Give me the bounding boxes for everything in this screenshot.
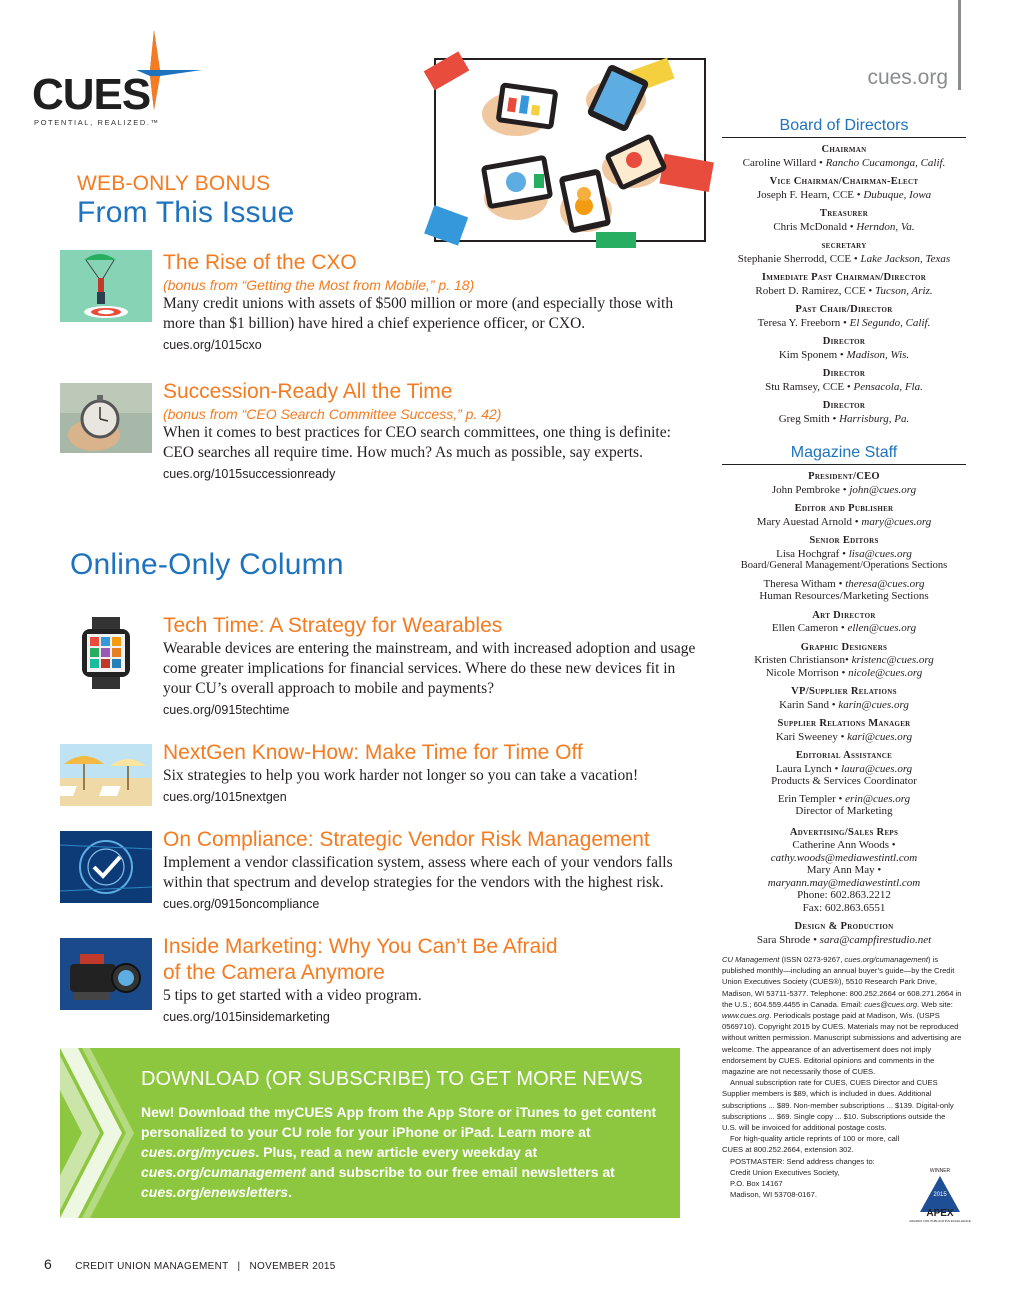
staff-email[interactable]: nicole@cues.org	[848, 666, 923, 679]
apex-award-badge	[909, 1166, 971, 1226]
role-label: Editor and Publisher	[794, 503, 894, 514]
staff-name-line	[722, 548, 966, 561]
board-member-location: Dubuque, Iowa	[863, 188, 932, 201]
staff-sections: Human Resources/Marketing Sections	[759, 590, 929, 602]
article-description: 5 tips to get started with a video program.	[163, 987, 422, 1004]
colophon-text: . Web site:	[917, 999, 953, 1009]
staff-name-line	[722, 793, 966, 806]
role-label: Advertising/Sales Reps	[789, 826, 899, 838]
board-member-location: Pensacola, Fla.	[853, 380, 923, 393]
staff-editor	[722, 503, 966, 528]
role-label: Design & Production	[794, 921, 894, 932]
award-subtitle: AWARDS FOR PUBLICATION EXCELLENCE	[909, 1219, 971, 1223]
board-entry	[722, 368, 966, 393]
article-body	[163, 250, 703, 355]
staff-name-line	[722, 484, 966, 497]
board-member-location: Lake Jackson, Texas	[860, 252, 951, 265]
role-label: Treasurer	[819, 208, 869, 219]
staff-name-line	[722, 578, 966, 591]
board-entry	[722, 336, 966, 361]
stopwatch-hand-image	[60, 383, 152, 453]
colophon-postmaster: POSTMASTER: Send address changes to:	[730, 1156, 875, 1166]
article-item-tech-time[interactable]	[60, 613, 700, 723]
staff-heading: Magazine Staff	[722, 443, 966, 465]
role-label: secretary	[821, 240, 867, 251]
footer-separator: |	[237, 1261, 241, 1272]
staff-name: Sara Shrode •	[756, 933, 817, 946]
staff-title: Products & Services Coordinator	[771, 775, 917, 787]
thumbnail-beach	[60, 744, 152, 806]
staff-name-line	[722, 934, 966, 947]
article-title[interactable]: Succession-Ready All the Time	[163, 380, 453, 403]
article-item-nextgen[interactable]	[60, 740, 700, 810]
subscribe-promo-box	[60, 1048, 680, 1218]
staff-email[interactable]: lisa@cues.org	[848, 547, 912, 560]
board-member-line	[722, 413, 966, 426]
page-number: 6	[44, 1256, 53, 1272]
article-link[interactable]: cues.org/1015insidemarketing	[163, 1010, 330, 1024]
article-title-line-2: of the Camera Anymore	[163, 961, 385, 984]
board-member-location: Rancho Cucamonga, Calif.	[825, 156, 946, 169]
staff-name: Karin Sand •	[779, 698, 836, 711]
board-member-location: Tucson, Ariz.	[875, 284, 933, 297]
staff-email[interactable]: mary@cues.org	[861, 515, 932, 528]
article-item-succession[interactable]	[60, 379, 700, 505]
staff-name: Erin Templer •	[777, 792, 843, 805]
role-label: Supplier Relations Manager	[777, 718, 911, 729]
board-entry	[722, 400, 966, 425]
board-member-location: Madison, Wis.	[846, 348, 910, 361]
colophon-text: . Periodicals postage paid at Madison, Wis. (USPS 0569710). Copyright 2015 by CUES. Materials may not be reproduced without written permission. Manuscript submissions and advertising are welcome. The appearance of an advertisement does not imply endorsement by CUES. Editorial opinions and comments in the magazine are not necessarily those of CUES.	[722, 1011, 962, 1077]
colophon-publishing	[722, 954, 962, 1077]
role-label: Art Director	[812, 609, 876, 621]
board-member-line	[722, 253, 966, 266]
role-label: Senior Editors	[809, 535, 879, 546]
thumbnail-smartwatch	[60, 617, 152, 689]
staff-editorial-assistance	[722, 750, 966, 818]
staff-email[interactable]: theresa@cues.org	[845, 577, 925, 590]
staff-email[interactable]: maryann.may@mediawestintl.com	[767, 876, 921, 889]
board-entry	[722, 240, 966, 265]
header-divider	[958, 0, 961, 90]
staff-fax: Fax: 602.863.6551	[802, 901, 886, 914]
colophon-reprints: For high-quality article reprints of 100 or more, call CUES at 800.252.2664, extension 302.	[722, 1134, 900, 1155]
staff-email[interactable]: karin@cues.org	[838, 698, 909, 711]
article-body	[163, 379, 703, 484]
article-item-compliance[interactable]	[60, 827, 700, 917]
staff-name-line	[722, 731, 966, 744]
article-body	[163, 934, 703, 1027]
role-label: Graphic Designers	[800, 641, 888, 653]
staff-president	[722, 471, 966, 496]
staff-vp	[722, 686, 966, 711]
role-label: Director	[822, 368, 866, 379]
page-footer	[44, 1256, 336, 1272]
board-heading: Board of Directors	[722, 116, 966, 138]
board-member-location: Herndon, Va.	[856, 220, 915, 233]
section-title-from-this-issue: From This Issue	[77, 196, 295, 229]
article-title[interactable]	[163, 934, 703, 986]
board-entry	[722, 272, 966, 297]
board-entry	[722, 176, 966, 201]
promo-text-part: New! Download the myCUES App from the App Store or iTunes to get content personalized to your CU role for your iPhone or iPad. Learn more at	[141, 1104, 657, 1140]
staff-email[interactable]: cathy.woods@mediawestintl.com	[770, 851, 918, 864]
article-bonus-note: (bonus from “CEO Search Committee Success,” p. 42)	[163, 406, 502, 422]
award-year: 2015	[933, 1192, 947, 1198]
staff-advertising	[722, 827, 966, 915]
board-entry	[722, 144, 966, 169]
promo-link-enewsletters[interactable]: cues.org/enewsletters	[141, 1184, 289, 1200]
promo-text-part: . Plus, read a new article every weekday at	[255, 1144, 538, 1160]
staff-email[interactable]: ellen@cues.org	[847, 622, 917, 634]
promo-text-part: and subscribe to our free email newsletters at	[305, 1164, 615, 1180]
board-member-line	[722, 157, 966, 170]
staff-supplier-manager	[722, 718, 966, 743]
article-link[interactable]: cues.org/1015cxo	[163, 338, 262, 352]
staff-name: Mary Auestad Arnold •	[756, 515, 859, 528]
staff-name-line	[722, 699, 966, 712]
staff-design	[722, 921, 966, 946]
site-url[interactable]: cues.org	[867, 66, 948, 89]
logo-tagline: POTENTIAL, REALIZED.™	[34, 118, 160, 127]
board-member-name: Chris McDonald •	[773, 220, 854, 233]
staff-email[interactable]: kari@cues.org	[847, 730, 913, 743]
hands-with-phones-illustration	[436, 60, 708, 244]
role-label: Editorial Assistance	[795, 750, 893, 761]
role-label: Director	[822, 336, 866, 347]
staff-email[interactable]: laura@cues.org	[841, 762, 913, 775]
staff-email[interactable]: erin@cues.org	[845, 792, 911, 805]
article-item-cxo[interactable]	[60, 250, 700, 356]
article-link[interactable]: cues.org/1015successionready	[163, 467, 336, 481]
thumbnail-stopwatch	[60, 383, 152, 453]
board-member-name: Robert D. Ramirez, CCE •	[755, 284, 873, 297]
article-body	[163, 740, 703, 807]
article-description: Six strategies to help you work harder not longer so you can take a vacation!	[163, 767, 639, 784]
staff-name: Lisa Hochgraf •	[776, 547, 846, 560]
colophon-web[interactable]: www.cues.org	[722, 1011, 770, 1021]
promo-link-cumanagement[interactable]: cues.org/cumanagement	[141, 1164, 306, 1180]
board-entry	[722, 304, 966, 329]
colophon-address-line: Madison, WI 53708-0167.	[730, 1190, 817, 1200]
staff-name: Theresa Witham •	[763, 577, 843, 590]
staff-email[interactable]: sara@campfirestudio.net	[819, 933, 932, 946]
logo-wordmark: CUES	[32, 70, 151, 119]
board-member-name: Greg Smith •	[778, 412, 837, 425]
board-member-name: Caroline Willard •	[742, 156, 823, 169]
article-link[interactable]: cues.org/0915techtime	[163, 703, 290, 717]
staff-name: Ellen Cameron •	[771, 622, 845, 634]
publication-name: CREDIT UNION MANAGEMENT	[75, 1261, 229, 1272]
article-description: When it comes to best practices for CEO search committees, one thing is definite: CEO searches all require time. How much? As much as possible, say experts.	[163, 424, 671, 461]
thumbnail-digital-check	[60, 831, 152, 903]
staff-name-line	[722, 667, 966, 680]
board-member-line	[722, 381, 966, 394]
board-member-line	[722, 221, 966, 234]
article-link[interactable]: cues.org/1015nextgen	[163, 790, 287, 804]
staff-name: John Pembroke •	[771, 483, 847, 496]
article-link[interactable]: cues.org/0915oncompliance	[163, 897, 320, 911]
board-member-line	[722, 189, 966, 202]
digital-checkmark-image	[60, 831, 152, 903]
role-label: Chairman	[821, 144, 867, 155]
staff-email[interactable]: john@cues.org	[849, 483, 917, 496]
article-item-inside-marketing[interactable]	[60, 934, 700, 1030]
staff-name: Mary Ann May •	[806, 864, 882, 876]
video-camera-image	[60, 938, 152, 1010]
issue-date: NOVEMBER 2015	[249, 1261, 336, 1272]
article-bonus-note: (bonus from “Getting the Most from Mobile,” p. 18)	[163, 277, 475, 293]
thumbnail-video-camera	[60, 938, 152, 1010]
board-member-line	[722, 285, 966, 298]
board-member-line	[722, 317, 966, 330]
promo-link-mycues[interactable]: cues.org/mycues	[141, 1144, 256, 1160]
parachute-target-image	[60, 250, 152, 322]
award-winner-label: WINNER	[929, 1168, 951, 1174]
smartwatch-image	[60, 617, 152, 689]
colophon-subscription: Annual subscription rate for CUES, CUES Director and CUES Supplier members is $89, which is included in dues. Additional subscriptions ... $89. Non-member subscriptions ... $139. Digital-only subscriptions ... $69. Single copy ... $10. Subscriptions outside the U.S. will be invoiced for additional postage costs.	[722, 1078, 954, 1133]
promo-text	[141, 1102, 661, 1202]
hero-illustration	[434, 58, 706, 242]
colophon-email[interactable]: cues@cues.org	[864, 999, 918, 1009]
board-member-name: Kim Sponem •	[778, 348, 844, 361]
colophon-pub-name: CU Management	[722, 955, 780, 964]
role-label: President/CEO	[808, 471, 880, 482]
staff-phone: Phone: 602.863.2212	[797, 889, 891, 901]
article-title[interactable]: NextGen Know-How: Make Time for Time Off	[163, 741, 583, 764]
colophon-url[interactable]: cues.org/cumanagement	[844, 955, 929, 964]
staff-email[interactable]: kristenc@cues.org	[851, 654, 934, 666]
chevron-arrows-icon	[60, 1048, 140, 1218]
masthead-column	[722, 116, 966, 1200]
board-member-location: Harrisburg, Pa.	[839, 412, 910, 425]
role-label: Vice Chairman/Chairman-Elect	[769, 176, 919, 187]
staff-name: Kristen Christianson•	[754, 654, 849, 666]
role-label: Past Chair/Director	[795, 304, 893, 315]
section-title-online-only-column: Online-Only Column	[70, 548, 344, 581]
article-title[interactable]: Tech Time: A Strategy for Wearables	[163, 614, 503, 637]
staff-graphic-designers	[722, 642, 966, 680]
board-member-name: Stephanie Sherrodd, CCE •	[737, 252, 858, 265]
article-title-line-1: Inside Marketing: Why You Can’t Be Afraid	[163, 935, 558, 958]
staff-name-line	[722, 516, 966, 529]
colophon-text: ) is published monthly—including an annual buyer’s guide—by the Credit Union Executives Society (CUES®), 5510 Research Park Drive, Madison, WI 53711-5377. Telephone: 800.252.2664 or 608.271.2664 in the U.S.; 604.559.4455 in Canada. Email:	[722, 955, 962, 1009]
promo-heading: DOWNLOAD (OR SUBSCRIBE) TO GET MORE NEWS	[141, 1068, 643, 1090]
article-body	[163, 827, 703, 914]
article-title[interactable]: On Compliance: Strategic Vendor Risk Management	[163, 828, 650, 851]
thumbnail-parachute-target	[60, 250, 152, 322]
staff-name-line	[722, 622, 966, 635]
staff-name: Kari Sweeney •	[775, 730, 845, 743]
board-member-name: Teresa Y. Freeborn •	[757, 316, 847, 329]
beach-chairs-image	[60, 744, 152, 806]
staff-art-director	[722, 610, 966, 635]
board-member-line	[722, 349, 966, 362]
staff-name-line	[722, 763, 966, 776]
staff-name-line	[722, 654, 966, 667]
role-label: VP/Supplier Relations	[791, 686, 897, 697]
board-member-name: Joseph F. Hearn, CCE •	[756, 188, 861, 201]
colophon-address-line: P.O. Box 14167	[730, 1179, 783, 1189]
article-description: Wearable devices are entering the mainstream, and with increased adoption and usage come greater implications for financial services. Where do these new devices fit in your CU’s overall approach to mobile and payments?	[163, 640, 696, 697]
board-list	[722, 144, 966, 425]
article-description: Implement a vendor classification system, assess where each of your vendors falls within that spectrum and develop strategies for the vendors with the highest risk.	[163, 854, 673, 891]
role-label: Director	[822, 400, 866, 411]
staff-title: Director of Marketing	[795, 805, 893, 817]
staff-name: Catherine Ann Woods •	[792, 839, 896, 851]
staff-sections: Board/General Management/Operations Sections	[740, 560, 948, 571]
section-kicker: WEB-ONLY BONUS	[77, 172, 271, 195]
role-label: Immediate Past Chairman/Director	[761, 272, 927, 283]
board-entry	[722, 208, 966, 233]
staff-senior-editors	[722, 535, 966, 603]
award-name: APEX	[926, 1208, 954, 1219]
colophon-text: (ISSN 0273-9267,	[779, 955, 845, 964]
cues-logo[interactable]	[32, 30, 202, 130]
colophon-address-line: Credit Union Executives Society,	[730, 1167, 840, 1177]
board-member-location: El Segundo, Calif.	[849, 316, 931, 329]
staff-name: Laura Lynch •	[775, 762, 839, 775]
article-title[interactable]: The Rise of the CXO	[163, 251, 357, 274]
promo-text-part: .	[288, 1184, 292, 1200]
article-description: Many credit unions with assets of $500 million or more (and especially those with more than $1 billion) have hired a chief experience officer, or CXO.	[163, 295, 674, 332]
article-body	[163, 613, 703, 720]
board-member-name: Stu Ramsey, CCE •	[765, 380, 851, 393]
staff-name: Nicole Morrison •	[765, 666, 846, 679]
